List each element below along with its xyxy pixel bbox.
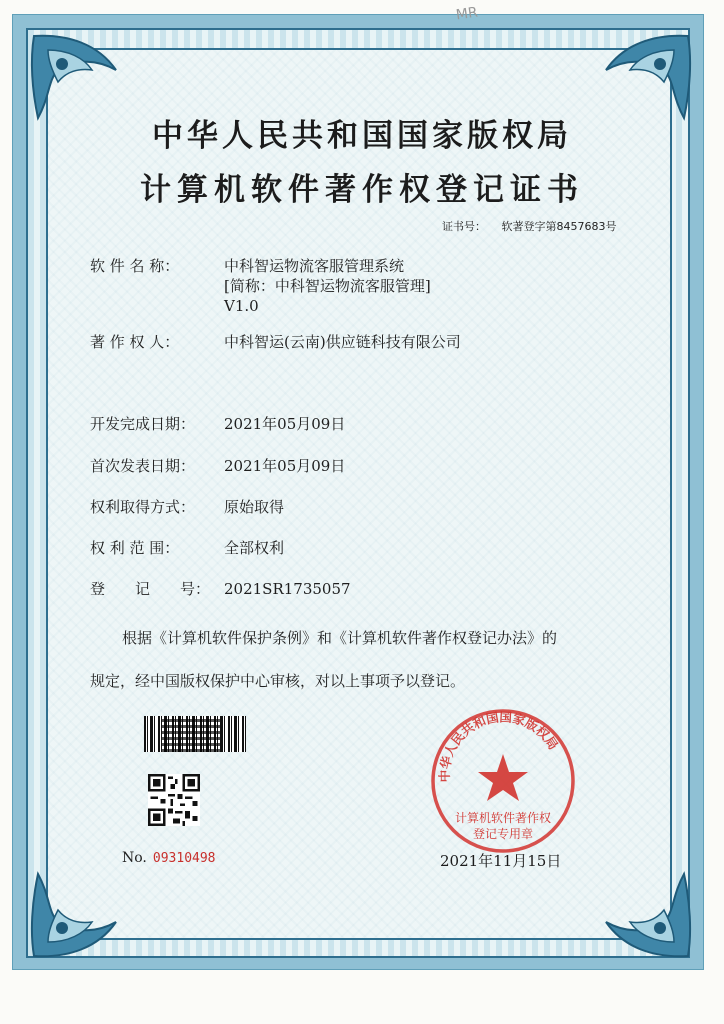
certificate-number <box>442 218 617 234</box>
registration-number-row <box>90 579 351 599</box>
issue-date: 2021年11月15日 <box>440 852 562 870</box>
acquisition-method-label: 权利取得方式： <box>90 498 196 516</box>
seal-inner-line-2: 登记专用章 <box>472 827 534 841</box>
publication-date-value: 2021年05月09日 <box>224 457 346 475</box>
software-name-line: 中科智运物流客服管理系统 <box>224 257 405 275</box>
certificate-number-value: 软著登字第8457683号 <box>501 220 617 233</box>
software-name-label: 软 件 名 称： <box>90 257 180 275</box>
publication-date-label: 首次发表日期： <box>90 457 196 475</box>
development-date-label: 开发完成日期： <box>90 415 196 433</box>
scope-value: 全部权利 <box>224 539 285 557</box>
issuing-authority: 中华人民共和国国家版权局 <box>152 118 572 154</box>
copyright-owner-value: 中科智运(云南)供应链科技有限公司 <box>224 333 461 351</box>
copyright-owner-label: 著 作 权 人： <box>90 333 180 351</box>
registration-number-label: 登 记 号： <box>90 580 211 598</box>
copyright-owner-row <box>90 332 461 352</box>
acquisition-method-row <box>90 497 284 517</box>
acquisition-method-value: 原始取得 <box>224 498 285 516</box>
development-date-value: 2021年05月09日 <box>224 415 346 433</box>
registration-number-value: 2021SR1735057 <box>224 580 351 598</box>
publication-date-row <box>90 456 345 476</box>
serial-number <box>122 850 216 866</box>
software-version-line: V1.0 <box>224 297 259 315</box>
serial-value: 09310498 <box>152 851 216 866</box>
corner-ornament-icon <box>598 866 694 962</box>
seal-inner-line-1: 计算机软件著作权 <box>454 811 552 825</box>
statement-line-2: 规定，经中国版权保护中心审核，对以上事项予以登记。 <box>90 672 466 690</box>
software-name-row <box>90 256 431 316</box>
barcode-pattern <box>162 716 220 752</box>
corner-ornament-icon <box>28 866 124 962</box>
certificate-number-label: 证书号： <box>442 220 486 233</box>
statement-line-1: 根据《计算机软件保护条例》和《计算机软件著作权登记办法》的 <box>122 629 558 647</box>
seal-outer-text: 中华人民共和国国家版权局 <box>436 709 562 783</box>
serial-prefix: No. <box>122 850 147 866</box>
certificate-title: 计算机软件著作权登记证书 <box>140 172 584 208</box>
official-seal <box>428 706 578 856</box>
scope-row <box>90 538 284 558</box>
scope-label: 权 利 范 围： <box>90 539 180 557</box>
development-date-row <box>90 414 345 434</box>
software-short-name-line: [简称：中科智运物流客服管理] <box>224 277 431 295</box>
software-name-value <box>224 256 431 316</box>
handwritten-mark: MR <box>454 4 479 24</box>
qr-code <box>148 774 200 826</box>
